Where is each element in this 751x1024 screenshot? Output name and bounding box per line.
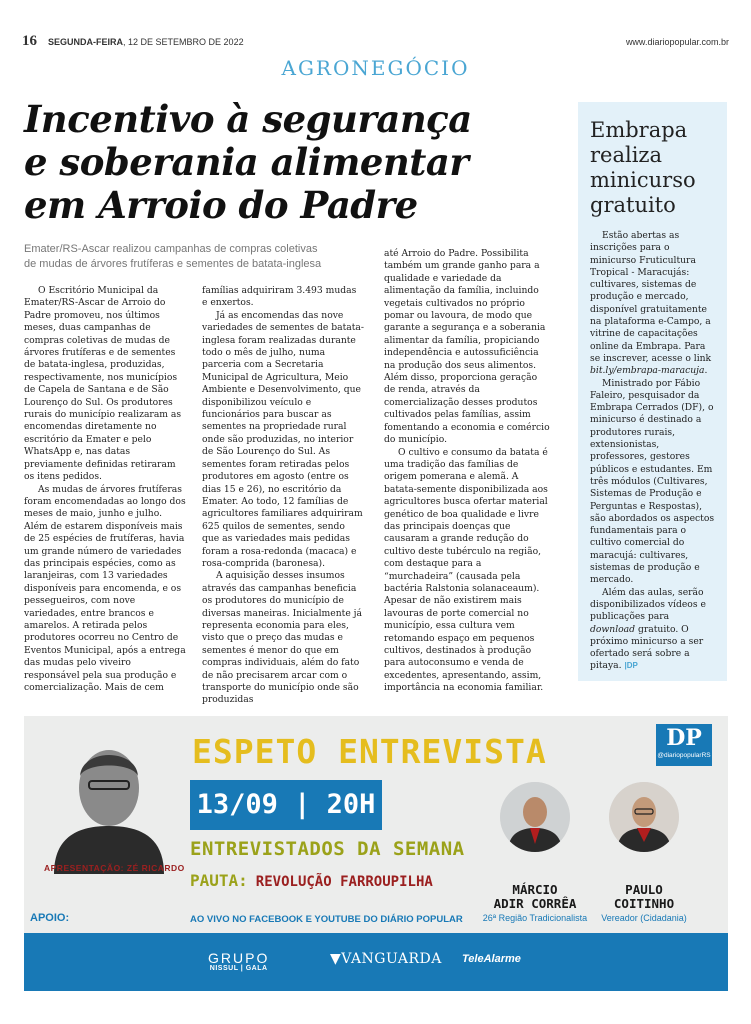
pauta-line: PAUTA: REVOLUÇÃO FARROUPILHA bbox=[190, 871, 433, 890]
sidebar-text bbox=[590, 230, 715, 673]
banner-title: ESPETO ENTREVISTA bbox=[192, 732, 547, 771]
article-headline: Incentivo à segurança e soberania alimentar em Arroio do Padre bbox=[24, 97, 472, 227]
edition-date: SEGUNDA-FEIRA, 12 DE SETEMBRO DE 2022 bbox=[48, 37, 244, 47]
guest-role: Vereador (Cidadania) bbox=[601, 913, 687, 923]
article-column-2 bbox=[202, 285, 364, 707]
article-paragraph: O Escritório Municipal da Emater/RS-Ascar de Arroio do Padre promoveu, nos últimos meses, duas campanhas de compras coletivas de mudas de árvores frutíferas e de sementes de batata-inglesa, produzidas, respectivamente, nos municípios de Capela de Santana e de São Lourenço do Sul. Os produtores rurais do município realizaram as encomendas diretamente no escritório da Emater e pelo WhatsApp e, nas datas previamente definidas retiraram os itens pedidos. bbox=[24, 285, 182, 483]
guest-photo bbox=[609, 782, 679, 852]
site-url[interactable]: www.diariopopular.com.br bbox=[625, 37, 729, 47]
article-paragraph: até Arroio do Padre. Possibilita também um grande ganho para a qualidade e variedade da alimentação da família, incluindo vegetais cultivados no próprio pomar ou lavoura, de modo que garante a segurança e a soberania alimentar da família, propiciando independência e autossuficiência na produção dos seus alimentos. Além disso, proporciona geração de renda, através da comercialização desses produtos cultivados pelas famílias, assim fomentando a economia e comércio do município. bbox=[384, 248, 550, 446]
host-photo bbox=[34, 726, 184, 874]
interviewees-heading: ENTREVISTADOS DA SEMANA bbox=[190, 838, 465, 860]
sidebar-paragraph: Além das aulas, serão disponibilizados vídeos e publicações para download gratuito. O próximo minicurso a ser ofertado será sobre a pitaya. |DP bbox=[590, 586, 706, 672]
support-label: APOIO: bbox=[30, 912, 70, 924]
guest-card bbox=[589, 782, 699, 923]
page-number: 16 bbox=[22, 33, 37, 49]
live-notice: AO VIVO NO FACEBOOK E YOUTUBE DO DIÁRIO POPULAR bbox=[190, 914, 463, 925]
article-paragraph: As mudas de árvores frutíferas foram encomendadas ao longo dos meses de maio, junho e julho. Além de estarem disponíveis mais de 25 espécies de frutíferas, havia um grande número de variedades das principais espécies, como as laranjeiras, com 13 variedades disponíveis para encomenda, e os pessegueiros, com nove variedades, entre brancos e amarelos. A retirada pelos produtores ocorreu no Centro de Eventos Municipal, após a entrega das mudas pelo viveiro responsável pela sua produção e comercialização. Mais de cem bbox=[24, 483, 186, 693]
guest-name: PAULO COITINHO bbox=[613, 882, 675, 911]
article-paragraph: famílias adquiriram 3.493 mudas e enxertos. bbox=[202, 285, 357, 309]
course-link[interactable]: bit.ly/embrapa-maracuja bbox=[590, 365, 705, 377]
sidebar-paragraph: Ministrado por Fábio Faleiro, pesquisador da Embrapa Cerrados (DF), o minicurso é destinado a produtores rurais, extensionistas, professores, gestores públicos e estudantes. Em três módulos (Cultivares, Sistemas de Produção e Perguntas e Respostas), são abordados os aspectos fundamentais para o cultivo comercial do maracujá: cultivares, sistemas de produção e mercado. bbox=[590, 377, 715, 586]
article-subtitle: Emater/RS-Ascar realizou campanhas de compras coletivas de mudas de árvores frutíferas e sementes de batata-inglesa bbox=[24, 243, 322, 270]
espeto-entrevista-banner[interactable] bbox=[24, 716, 728, 991]
dp-signature: |DP bbox=[624, 661, 638, 671]
vanguarda-logo: ▼VANGUARDA bbox=[330, 951, 442, 967]
interview-datetime: 13/09 | 20H bbox=[190, 780, 382, 830]
article-column-1 bbox=[24, 285, 186, 694]
section-title: AGRONEGÓCIO bbox=[281, 56, 470, 80]
sponsor-bar bbox=[24, 933, 728, 991]
sidebar-title: Embrapa realiza minicurso gratuito bbox=[590, 118, 696, 217]
v-mark-icon: ▼ bbox=[330, 951, 342, 967]
guest-role: 26ª Região Tradicionalista bbox=[482, 913, 588, 923]
dp-logo: DP @diariopopularRS bbox=[656, 724, 712, 766]
sidebar-paragraph: Estão abertas as inscrições para o minicurso Fruticultura Tropical - Maracujás: cultivares, sistemas de produção e mercado, disponível gratuitamente na plataforma e-Campo, a vitrine de capacitações online da Embrapa. Para se inscrever, acesse o link bit.ly/embrapa-maracuja. bbox=[590, 230, 712, 377]
guest-card bbox=[480, 782, 590, 923]
guest-name: MÁRCIO ADIR CORRÊA bbox=[493, 882, 577, 911]
telealarme-logo: TeleAlarme bbox=[462, 953, 521, 965]
article-column-3 bbox=[384, 248, 550, 695]
article-paragraph: O cultivo e consumo da batata é uma tradição das famílias de origem pomerana e alemã. A batata-semente disponibilizada aos agricultores busca ofertar material genético de boa qualidade e livre das principais doenças que causaram a grande redução do cultivo deste tubérculo na região, com destaque para a “murchadeira” (causada pela bactéria Ralstonia solanaceaum). Apesar de não existirem mais lavouras de porte comercial no município, essa cultura vem retomando espaço em pequenos cultivos, destinados à produção para autoconsumo e venda de excedentes, apresentando, assim, importância na economia familiar. bbox=[384, 446, 548, 694]
sidebar-box bbox=[578, 102, 727, 681]
grupo-nissul-gala-logo: GRUPO NISSUL | GALA bbox=[208, 950, 270, 972]
guest-photo bbox=[500, 782, 570, 852]
article-paragraph: Já as encomendas das nove variedades de sementes de batata-inglesa foram realizadas durante todo o mês de julho, numa parceria com a Secretaria Municipal de Agricultura, Meio Ambiente e Desenvolvimento, que disponibilizou veículo e funcionários para buscar as sementes na propriedade rural onde são produzidas, no interior de São Lourenço do Sul. As sementes foram retiradas pelos produtores em agosto (entre os dias 15 e 26), no escritório da Emater. Ao todo, 12 famílias de agricultores familiares adquiriram 625 quilos de sementes, sendo que as variedades mais pedidas foram a rosa-redonda (macaca) e rosa-comprida (baronesa). bbox=[202, 309, 365, 569]
host-label: APRESENTAÇÃO: ZÉ RICARDO bbox=[44, 863, 185, 873]
page-header bbox=[22, 33, 729, 50]
article-paragraph: A aquisição desses insumos através das campanhas beneficia os produtores do município de diversas maneiras. Inicialmente já representa economia para eles, visto que o preço das mudas e sementes é menor do que em compras individuais, além do fato de não precisarem arcar com o transporte do município onde são produzidas bbox=[202, 570, 363, 706]
